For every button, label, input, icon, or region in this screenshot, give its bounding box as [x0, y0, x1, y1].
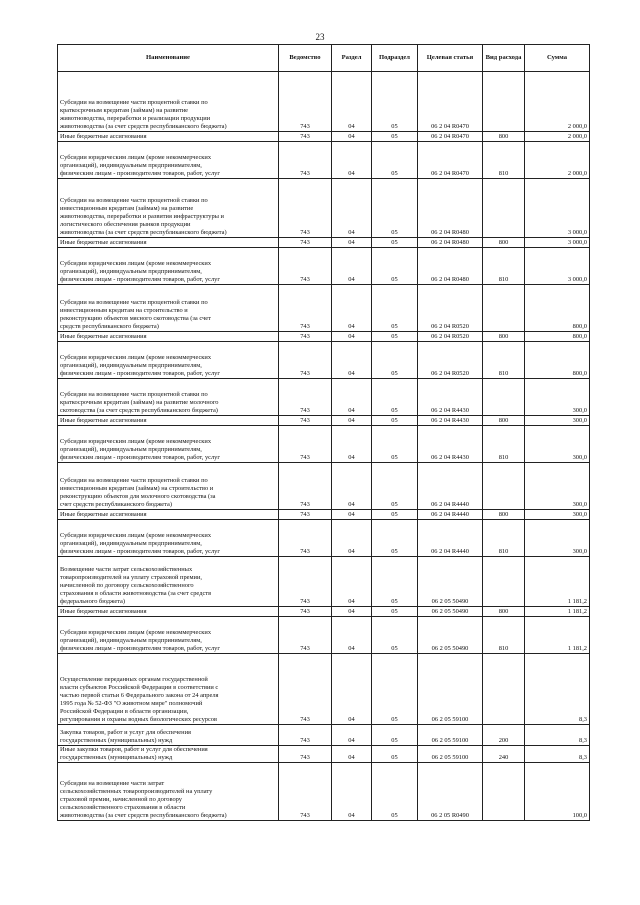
row-celevaya-statya: 06 2 04 R4440	[418, 520, 483, 557]
row-vedomstvo: 743	[279, 342, 332, 379]
row-celevaya-statya: 06 2 05 50490	[418, 617, 483, 654]
table-row	[58, 463, 590, 510]
table-row	[58, 379, 590, 416]
row-vid-rashoda	[483, 654, 525, 725]
row-podrazdel: 05	[372, 463, 418, 510]
row-summa: 300,0	[525, 416, 590, 426]
row-vedomstvo: 743	[279, 332, 332, 342]
row-podrazdel: 05	[372, 342, 418, 379]
row-celevaya-statya: 06 2 05 59100	[418, 654, 483, 725]
row-vid-rashoda: 810	[483, 617, 525, 654]
row-vedomstvo: 743	[279, 520, 332, 557]
row-vid-rashoda	[483, 463, 525, 510]
row-vedomstvo: 743	[279, 617, 332, 654]
row-summa: 2 000,0	[525, 142, 590, 179]
row-name: Субсидии юридическим лицам (кроме некоммерческих организаций), индивидуальным предпринимателям, физическим лицам - производителям товаров, работ, услуг	[58, 426, 279, 463]
row-celevaya-statya: 06 2 04 R4430	[418, 379, 483, 416]
row-summa: 3 000,0	[525, 179, 590, 238]
row-vedomstvo: 743	[279, 238, 332, 248]
row-vedomstvo: 743	[279, 379, 332, 416]
row-vid-rashoda	[483, 379, 525, 416]
row-razdel: 04	[332, 342, 372, 379]
row-vedomstvo: 743	[279, 142, 332, 179]
row-podrazdel: 05	[372, 248, 418, 285]
row-razdel: 04	[332, 142, 372, 179]
row-name: Осуществление переданных органам государственной власти субъектов Российской Федерации в соответствии с частью первой статьи 6 Федерального закона от 24 апреля 1995 года № 52-ФЗ "О животном мире" полномочий Российской Федерации в области организации, регулирования и охраны водных биологических ресурсов	[58, 654, 279, 725]
table-row	[58, 607, 590, 617]
row-podrazdel: 05	[372, 746, 418, 763]
row-summa: 8,3	[525, 725, 590, 746]
row-podrazdel: 05	[372, 332, 418, 342]
row-razdel: 04	[332, 510, 372, 520]
table-row	[58, 426, 590, 463]
row-celevaya-statya: 06 2 04 R0470	[418, 132, 483, 142]
header-vid-rashoda: Вид расхода	[483, 45, 525, 72]
row-vedomstvo: 743	[279, 285, 332, 332]
row-summa: 800,0	[525, 332, 590, 342]
row-name: Субсидии на возмещение части процентной ставки по инвестиционным кредитам (займам) на строительство и реконструкцию объектов для молочного скотоводства (за счет средств республиканского бюджета)	[58, 463, 279, 510]
row-summa: 300,0	[525, 463, 590, 510]
row-celevaya-statya: 06 2 05 50490	[418, 557, 483, 607]
table-row	[58, 132, 590, 142]
row-summa: 800,0	[525, 285, 590, 332]
row-vid-rashoda: 810	[483, 426, 525, 463]
row-razdel: 04	[332, 332, 372, 342]
row-name: Иные бюджетные ассигнования	[58, 132, 279, 142]
row-celevaya-statya: 06 2 04 R4430	[418, 416, 483, 426]
row-razdel: 04	[332, 520, 372, 557]
row-podrazdel: 05	[372, 132, 418, 142]
table-row	[58, 416, 590, 426]
row-vid-rashoda	[483, 179, 525, 238]
row-celevaya-statya: 06 2 04 R4440	[418, 510, 483, 520]
row-podrazdel: 05	[372, 416, 418, 426]
row-vedomstvo: 743	[279, 763, 332, 821]
row-name: Закупка товаров, работ и услуг для обеспечения государственных (муниципальных) нужд	[58, 725, 279, 746]
row-razdel: 04	[332, 725, 372, 746]
budget-table	[57, 44, 590, 821]
row-summa: 1 181,2	[525, 557, 590, 607]
table-row	[58, 332, 590, 342]
row-celevaya-statya: 06 2 05 R0490	[418, 763, 483, 821]
row-celevaya-statya: 06 2 04 R0520	[418, 342, 483, 379]
row-vid-rashoda: 240	[483, 746, 525, 763]
row-summa: 2 000,0	[525, 132, 590, 142]
row-summa: 100,0	[525, 763, 590, 821]
header-vedomstvo: Ведомство	[279, 45, 332, 72]
row-name: Субсидии юридическим лицам (кроме некоммерческих организаций), индивидуальным предпринимателям, физическим лицам - производителям товаров, работ, услуг	[58, 142, 279, 179]
row-name: Иные закупки товаров, работ и услуг для обеспечения государственных (муниципальных) нужд	[58, 746, 279, 763]
table-row	[58, 746, 590, 763]
row-celevaya-statya: 06 2 04 R0470	[418, 142, 483, 179]
row-name: Субсидии юридическим лицам (кроме некоммерческих организаций), индивидуальным предпринимателям, физическим лицам - производителям товаров, работ, услуг	[58, 520, 279, 557]
row-summa: 300,0	[525, 510, 590, 520]
row-vedomstvo: 743	[279, 416, 332, 426]
row-podrazdel: 05	[372, 520, 418, 557]
row-name: Субсидии на возмещение части процентной ставки по краткосрочным кредитам (займам) на развитие животноводства, переработки и реализации продукции животноводства (за счет средств республиканского бюджета)	[58, 72, 279, 132]
table-row	[58, 72, 590, 132]
row-vid-rashoda	[483, 72, 525, 132]
row-name: Субсидии юридическим лицам (кроме некоммерческих организаций), индивидуальным предпринимателям, физическим лицам - производителям товаров, работ, услуг	[58, 342, 279, 379]
row-podrazdel: 05	[372, 72, 418, 132]
row-summa: 800,0	[525, 342, 590, 379]
row-summa: 8,3	[525, 746, 590, 763]
row-name: Иные бюджетные ассигнования	[58, 332, 279, 342]
row-celevaya-statya: 06 2 04 R0520	[418, 332, 483, 342]
row-name: Субсидии юридическим лицам (кроме некоммерческих организаций), индивидуальным предпринимателям, физическим лицам - производителям товаров, работ, услуг	[58, 617, 279, 654]
row-podrazdel: 05	[372, 379, 418, 416]
row-celevaya-statya: 06 2 04 R0480	[418, 238, 483, 248]
row-vedomstvo: 743	[279, 72, 332, 132]
row-vid-rashoda: 800	[483, 510, 525, 520]
row-razdel: 04	[332, 607, 372, 617]
row-podrazdel: 05	[372, 285, 418, 332]
row-summa: 8,3	[525, 654, 590, 725]
row-razdel: 04	[332, 557, 372, 607]
row-name: Субсидии на возмещение части процентной ставки по инвестиционным кредитам (займам) на развитие животноводства, переработки и развития инфраструктуры и логистического обеспечения рынков продукции животноводства (за счет средств республиканского бюджета)	[58, 179, 279, 238]
row-name: Возмещение части затрат сельскохозяйственных товаропроизводителей на уплату страховой премии, начисленной по договору сельскохозяйственного страхования в области животноводства (за счет средств федерального бюджета)	[58, 557, 279, 607]
row-razdel: 04	[332, 179, 372, 238]
row-vid-rashoda: 810	[483, 520, 525, 557]
row-name: Иные бюджетные ассигнования	[58, 416, 279, 426]
table-row	[58, 654, 590, 725]
row-summa: 1 181,2	[525, 607, 590, 617]
table-row	[58, 510, 590, 520]
row-vid-rashoda: 800	[483, 238, 525, 248]
row-razdel: 04	[332, 248, 372, 285]
row-celevaya-statya: 06 2 04 R0470	[418, 72, 483, 132]
table-row	[58, 342, 590, 379]
row-podrazdel: 05	[372, 654, 418, 725]
row-razdel: 04	[332, 654, 372, 725]
table-row	[58, 763, 590, 821]
table-row	[58, 725, 590, 746]
row-name: Субсидии юридическим лицам (кроме некоммерческих организаций), индивидуальным предпринимателям, физическим лицам - производителям товаров, работ, услуг	[58, 248, 279, 285]
row-podrazdel: 05	[372, 238, 418, 248]
header-razdel: Раздел	[332, 45, 372, 72]
row-vid-rashoda: 800	[483, 607, 525, 617]
row-vedomstvo: 743	[279, 557, 332, 607]
row-vedomstvo: 743	[279, 426, 332, 463]
row-razdel: 04	[332, 72, 372, 132]
row-vid-rashoda	[483, 763, 525, 821]
row-podrazdel: 05	[372, 763, 418, 821]
table-row	[58, 238, 590, 248]
row-celevaya-statya: 06 2 04 R0480	[418, 248, 483, 285]
row-podrazdel: 05	[372, 617, 418, 654]
row-celevaya-statya: 06 2 05 59100	[418, 725, 483, 746]
table-row	[58, 179, 590, 238]
row-razdel: 04	[332, 746, 372, 763]
row-summa: 2 000,0	[525, 72, 590, 132]
row-razdel: 04	[332, 132, 372, 142]
row-summa: 3 000,0	[525, 238, 590, 248]
row-podrazdel: 05	[372, 557, 418, 607]
row-summa: 300,0	[525, 520, 590, 557]
row-vid-rashoda: 200	[483, 725, 525, 746]
table-header-row	[58, 45, 590, 72]
header-celevaya-statya: Целевая статья	[418, 45, 483, 72]
row-vid-rashoda: 800	[483, 332, 525, 342]
row-podrazdel: 05	[372, 510, 418, 520]
row-celevaya-statya: 06 2 04 R0520	[418, 285, 483, 332]
row-podrazdel: 05	[372, 179, 418, 238]
table-row	[58, 248, 590, 285]
row-vedomstvo: 743	[279, 725, 332, 746]
row-vid-rashoda: 810	[483, 142, 525, 179]
row-vid-rashoda: 800	[483, 132, 525, 142]
row-vedomstvo: 743	[279, 248, 332, 285]
row-summa: 3 000,0	[525, 248, 590, 285]
row-celevaya-statya: 06 2 05 59100	[418, 746, 483, 763]
row-vid-rashoda: 800	[483, 416, 525, 426]
row-name: Иные бюджетные ассигнования	[58, 238, 279, 248]
row-razdel: 04	[332, 426, 372, 463]
row-name: Субсидии на возмещение части процентной ставки по инвестиционным кредитам на строительство и реконструкцию объектов мясного скотоводства (за счет средств республиканского бюджета)	[58, 285, 279, 332]
row-vid-rashoda	[483, 557, 525, 607]
page-number: 23	[315, 32, 325, 42]
row-podrazdel: 05	[372, 142, 418, 179]
table-row	[58, 285, 590, 332]
row-name: Субсидии на возмещение части процентной ставки по краткосрочным кредитам (займам) на развитие молочного скотоводства (за счет средств республиканского бюджета)	[58, 379, 279, 416]
row-podrazdel: 05	[372, 725, 418, 746]
table-row	[58, 520, 590, 557]
row-vid-rashoda: 810	[483, 342, 525, 379]
row-razdel: 04	[332, 285, 372, 332]
row-razdel: 04	[332, 463, 372, 510]
row-celevaya-statya: 06 2 04 R4440	[418, 463, 483, 510]
header-summa: Сумма	[525, 45, 590, 72]
table-row	[58, 557, 590, 607]
row-summa: 300,0	[525, 379, 590, 416]
header-name: Наименование	[58, 45, 279, 72]
row-name: Субсидии на возмещение части затрат сельскохозяйственных товаропроизводителей на уплату страховой премии, начисленной по договору сельскохозяйственного страхования в области животноводства (за счет средств республиканского бюджета)	[58, 763, 279, 821]
row-vedomstvo: 743	[279, 132, 332, 142]
row-vedomstvo: 743	[279, 463, 332, 510]
table-row	[58, 142, 590, 179]
row-summa: 1 181,2	[525, 617, 590, 654]
row-vid-rashoda	[483, 285, 525, 332]
row-vedomstvo: 743	[279, 179, 332, 238]
row-celevaya-statya: 06 2 05 50490	[418, 607, 483, 617]
row-name: Иные бюджетные ассигнования	[58, 510, 279, 520]
table-row	[58, 617, 590, 654]
row-razdel: 04	[332, 416, 372, 426]
row-vid-rashoda: 810	[483, 248, 525, 285]
row-razdel: 04	[332, 763, 372, 821]
row-name: Иные бюджетные ассигнования	[58, 607, 279, 617]
row-razdel: 04	[332, 379, 372, 416]
table-body	[58, 72, 590, 821]
row-celevaya-statya: 06 2 04 R4430	[418, 426, 483, 463]
row-razdel: 04	[332, 238, 372, 248]
row-podrazdel: 05	[372, 607, 418, 617]
row-vedomstvo: 743	[279, 654, 332, 725]
row-vedomstvo: 743	[279, 607, 332, 617]
row-summa: 300,0	[525, 426, 590, 463]
row-celevaya-statya: 06 2 04 R0480	[418, 179, 483, 238]
row-vedomstvo: 743	[279, 746, 332, 763]
row-razdel: 04	[332, 617, 372, 654]
row-podrazdel: 05	[372, 426, 418, 463]
header-podrazdel: Подраздел	[372, 45, 418, 72]
row-vedomstvo: 743	[279, 510, 332, 520]
